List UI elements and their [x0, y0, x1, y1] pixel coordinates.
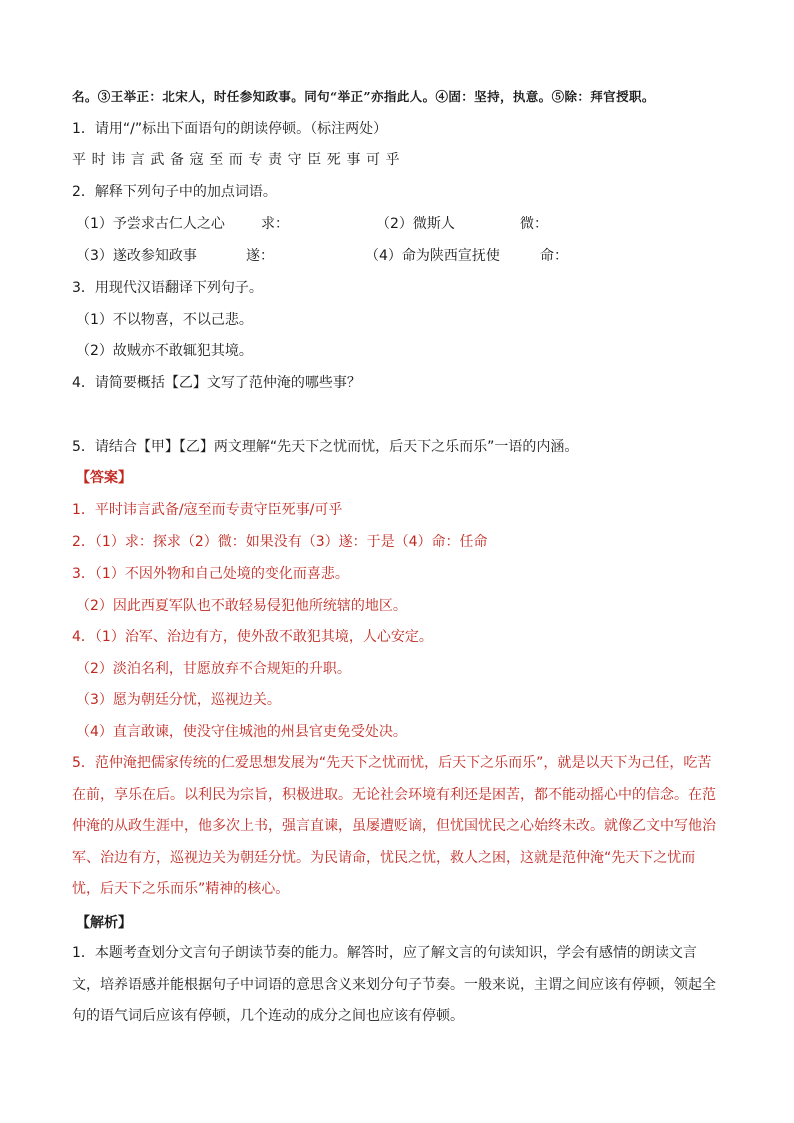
answer-4-2: （2）淡泊名利，甘愿放弃不合规矩的升职。 — [76, 661, 351, 677]
question-2-word: 命： — [540, 248, 568, 264]
question-1-sentence: 平时讳言武备寇至而专责守臣死事可乎 — [72, 152, 406, 168]
question-3: 3．用现代汉语翻译下列句子。 — [72, 280, 263, 296]
question-2-item: （1）予尝求古仁人之心 — [76, 216, 225, 232]
footnote-line: 名。③王举正：北宋人，时任参知政事。同句“举正”亦指此人。④固：坚持，执意。⑤除：拜官授职。 — [72, 89, 655, 104]
answer-3-2: （2）因此西夏军队也不敢轻易侵犯他所统辖的地区。 — [76, 598, 407, 614]
question-4: 4．请简要概括【乙】文写了范仲淹的哪些事？ — [72, 375, 361, 391]
answer-3-1: 3．（1）不因外物和自己处境的变化而喜悲。 — [72, 566, 349, 582]
answer-4-1: 4．（1）治军、治边有方，使外敌不敢犯其境，人心安定。 — [72, 629, 433, 645]
answer-4-4: （4）直言敢谏，使没守住城池的州县官吏免受处决。 — [76, 724, 407, 740]
question-2-item: （4）命为陕西宣抚使 — [365, 248, 500, 264]
question-2-word: 求： — [261, 216, 289, 232]
question-2-word: 遂： — [246, 248, 274, 264]
question-1: 1．请用“/”标出下面语句的朗读停顿。（标注两处） — [72, 121, 388, 137]
question-2-item: （3）遂改参知政事 — [76, 248, 197, 264]
answer-2: 2．（1）求：探求（2）微：如果没有（3）遂：于是（4）命：任命 — [72, 534, 488, 550]
question-3-item: （1）不以物喜，不以己悲。 — [76, 312, 253, 328]
question-2-item: （2）微斯人 — [376, 216, 455, 232]
answer-5: 5．范仲淹把儒家传统的仁爱思想发展为“先天下之忧而忧，后天下之乐而乐”，就是以天下为己任，吃苦在前，享乐在后。以利民为宗旨，积极进取。无论社会环境有利还是困苦，都不能动摇心中的信念。在范仲淹的从政生涯中，他多次上书，强言直谏，虽屡遭贬谪，但忧国忧民之心始终未改。就像乙文中写他治军、治边有方，巡视边关为朝廷分忧。为民请命，忧民之忧，救人之困，这就是范仲淹“先天下之忧而忧，后天下之乐而乐”精神的核心。 — [72, 755, 716, 898]
question-5: 5．请结合【甲】【乙】两文理解“先天下之忧而忧，后天下之乐而乐”一语的内涵。 — [72, 439, 579, 455]
answer-heading: 【答案】 — [76, 470, 132, 486]
analysis-1: 1．本题考查划分文言句子朗读节奏的能力。解答时，应了解文言的句读知识，学会有感情的朗读文言文，培养语感并能根据句子中词语的意思含义来划分句子节奏。一般来说，主谓之间应该有停顿，领起全句的语气词后应该有停顿，几个连动的成分之间也应该有停顿。 — [72, 945, 716, 1025]
question-2: 2．解释下列句子中的加点词语。 — [72, 184, 277, 200]
answer-4-3: （3）愿为朝廷分忧，巡视边关。 — [76, 692, 281, 708]
analysis-heading: 【解析】 — [76, 915, 132, 931]
question-2-word: 微： — [520, 216, 548, 232]
question-3-item: （2）故贼亦不敢辄犯其境。 — [76, 343, 253, 359]
answer-1: 1．平时讳言武备/寇至而专责守臣死事/可乎 — [72, 502, 343, 518]
